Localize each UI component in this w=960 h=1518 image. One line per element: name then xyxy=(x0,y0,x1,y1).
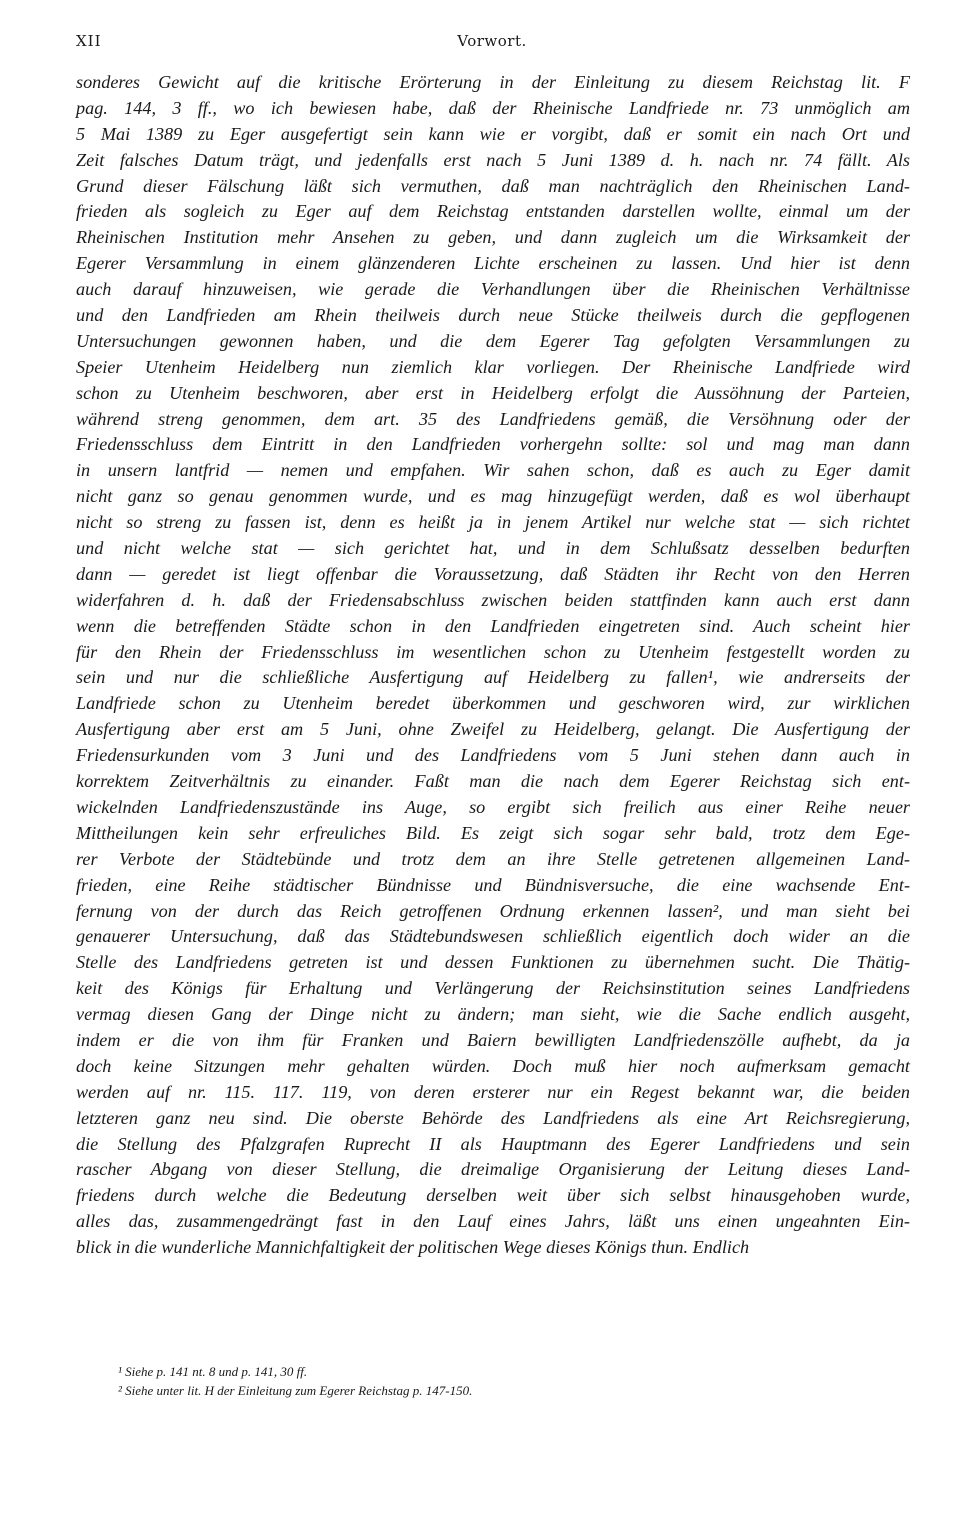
running-head xyxy=(76,32,908,58)
text-line: Mittheilungen kein sehr erfreuliches Bild. Es zeigt sich sogar sehr bald, trotz dem Ege- xyxy=(76,822,910,843)
text-line: Ausfertigung aber erst am 5 Juni, ohne Zweifel zu Heidelberg, gelangt. Die Ausfertigung der xyxy=(76,719,910,740)
text-line: Rheinischen Institution mehr Ansehen zu geben, und dann zugleich um die Wirksamkeit der xyxy=(76,227,910,248)
text-line: für den Rhein der Friedensschluss im wesentlichen schon zu Utenheim festgestellt worden zu xyxy=(76,641,910,662)
text-line: frieden, eine Reihe städtischer Bündnisse und Bündnisversuche, die eine wachsende Ent- xyxy=(76,874,910,895)
text-line: Friedensschluss dem Eintritt in den Landfrieden vorhergehn sollte: sol und mag man dann xyxy=(76,434,910,455)
text-line: und nicht welche stat — sich gerichtet hat, und in dem Schlußsatz desselben bedurften xyxy=(76,538,910,559)
text-line: widerfahren d. h. daß der Friedensabschluss zwischen beiden stattfinden kann auch erst dann xyxy=(76,589,910,610)
text-line: rer Verbote der Städtebünde und trotz dem an ihre Stelle getretenen allgemeinen Land- xyxy=(76,848,910,869)
text-line: friedens durch welche die Bedeutung derselben weit über sich selbst hinausgehoben wurde, xyxy=(76,1185,910,1206)
text-line: in unsern lantfrid — nemen und empfahen. Wir sahen schon, daß es auch zu Eger damit xyxy=(76,460,910,481)
text-line: dann — geredet ist liegt offenbar die Voraussetzung, daß Städten ihr Recht von den Herren xyxy=(76,563,910,584)
text-line: indem er die von ihm für Franken und Baiern bewilligten Landfriedenszölle aufhebt, da ja xyxy=(76,1029,910,1050)
text-line: Friedensurkunden vom 3 Juni und des Landfriedens vom 5 Juni stehen dann auch in xyxy=(76,745,910,766)
text-line: die Stellung des Pfalzgrafen Ruprecht II als Hauptmann des Egerer Landfriedens und sein xyxy=(76,1133,910,1154)
text-line: vermag diesen Gang der Dinge nicht zu ändern; man sieht, wie die Sache endlich ausgeht, xyxy=(76,1004,910,1025)
text-line: genauerer Untersuchung, daß das Städtebundswesen schließlich eigentlich doch wider an die xyxy=(76,926,910,947)
text-line: doch keine Sitzungen mehr gehalten würden. Doch muß hier noch aufmerksam gemacht xyxy=(76,1055,910,1076)
footnote: ¹ Siehe p. 141 nt. 8 und p. 141, 30 ff. xyxy=(118,1364,308,1379)
text-line: Zeit falsches Datum trägt, und jedenfalls erst nach 5 Juni 1389 d. h. nach nr. 74 fällt. Als xyxy=(76,149,910,170)
text-line: während streng genommen, dem art. 35 des Landfriedens gemäß, die Versöhnung oder der xyxy=(76,408,910,429)
text-line: werden auf nr. 115. 117. 119, von deren ersterer nur ein Regest bekannt war, die beiden xyxy=(76,1081,910,1102)
text-line: Untersuchungen gewonnen haben, und die dem Egerer Tag gefolgten Versammlungen zu xyxy=(76,330,910,351)
text-line: Egerer Versammlung in einem glänzenderen Lichte erscheinen zu lassen. Und hier ist denn xyxy=(76,253,910,274)
text-line: pag. 144, 3 ff., wo ich bewiesen habe, daß der Rheinische Landfriede nr. 73 unmöglich am xyxy=(76,97,910,118)
text-line: keit des Königs für Erhaltung und Verlängerung der Reichsinstitution seines Landfriedens xyxy=(76,978,910,999)
text-line: nicht ganz so genau genommen wurde, und es mag hinzugefügt werden, daß es wol überhaupt xyxy=(76,486,910,507)
text-line: Speier Utenheim Heidelberg nun ziemlich klar vorliegen. Der Rheinische Landfriede wird xyxy=(76,356,910,377)
text-line: blick in die wunderliche Mannichfaltigkeit der politischen Wege dieses Königs thun. Endlich xyxy=(76,1237,750,1258)
text-line: Stelle des Landfriedens getreten ist und dessen Funktionen zu übernehmen sucht. Die Thätig- xyxy=(76,952,910,973)
text-line: und den Landfrieden am Rhein theilweis durch neue Stücke theilweis durch die gepflogenen xyxy=(76,305,910,326)
text-line: sonderes Gewicht auf die kritische Erörterung in der Einleitung zu diesem Reichstag lit. F xyxy=(76,72,910,92)
text-line: nicht so streng zu fassen ist, denn es heißt ja in jenem Artikel nur welche stat — sich richtet xyxy=(76,512,910,533)
text-line: auch darauf hinzuweisen, wie gerade die Verhandlungen über die Rheinischen Verhältnisse xyxy=(76,279,910,300)
text-line: sein und nur die schließliche Ausfertigung auf Heidelberg zu fallen¹, wie andrerseits der xyxy=(76,667,910,688)
text-line: korrektem Zeitverhältnis zu einander. Faßt man die nach dem Egerer Reichstag sich ent- xyxy=(76,771,910,792)
text-line: wenn die betreffenden Städte schon in den Landfrieden eingetreten sind. Auch scheint hier xyxy=(76,615,910,636)
footnotes xyxy=(118,1362,818,1400)
text-line: wickelnden Landfriedenszustände ins Auge, so ergibt sich freilich aus einer Reihe neuer xyxy=(76,796,910,817)
text-line: alles das, zusammengedrängt fast in den Lauf eines Jahrs, läßt uns einen ungeahnten Ein- xyxy=(76,1211,910,1232)
text-line: 5 Mai 1389 zu Eger ausgefertigt sein kann wie er vorgibt, daß er somit ein nach Ort und xyxy=(76,123,910,144)
body-text xyxy=(76,70,910,1261)
text-line: Landfriede schon zu Utenheim beredet überkommen und geschworen wird, zur wirklichen xyxy=(76,693,910,714)
text-line: fernung von der durch das Reich getroffenen Ordnung erkennen lassen², und man sieht bei xyxy=(76,900,910,921)
text-line: Grund dieser Fälschung läßt sich vermuthen, daß man nachträglich den Rheinischen Land- xyxy=(76,175,910,196)
text-line: frieden als sogleich zu Eger auf dem Reichstag entstanden darstellen wollte, einmal um der xyxy=(76,201,910,222)
text-line: schon zu Utenheim beschworen, aber erst in Heidelberg erfolgt die Aussöhnung der Parteien, xyxy=(76,382,910,403)
running-title: Vorwort. xyxy=(457,32,527,50)
footnote: ² Siehe unter lit. H der Einleitung zum Egerer Reichstag p. 147-150. xyxy=(118,1383,473,1398)
text-line: rascher Abgang von dieser Stellung, die dreimalige Organisierung der Leitung dieses Land- xyxy=(76,1159,910,1180)
text-line: letzteren ganz neu sind. Die oberste Behörde des Landfriedens als eine Art Reichsregierung, xyxy=(76,1107,910,1128)
page-number: XII xyxy=(76,32,102,50)
